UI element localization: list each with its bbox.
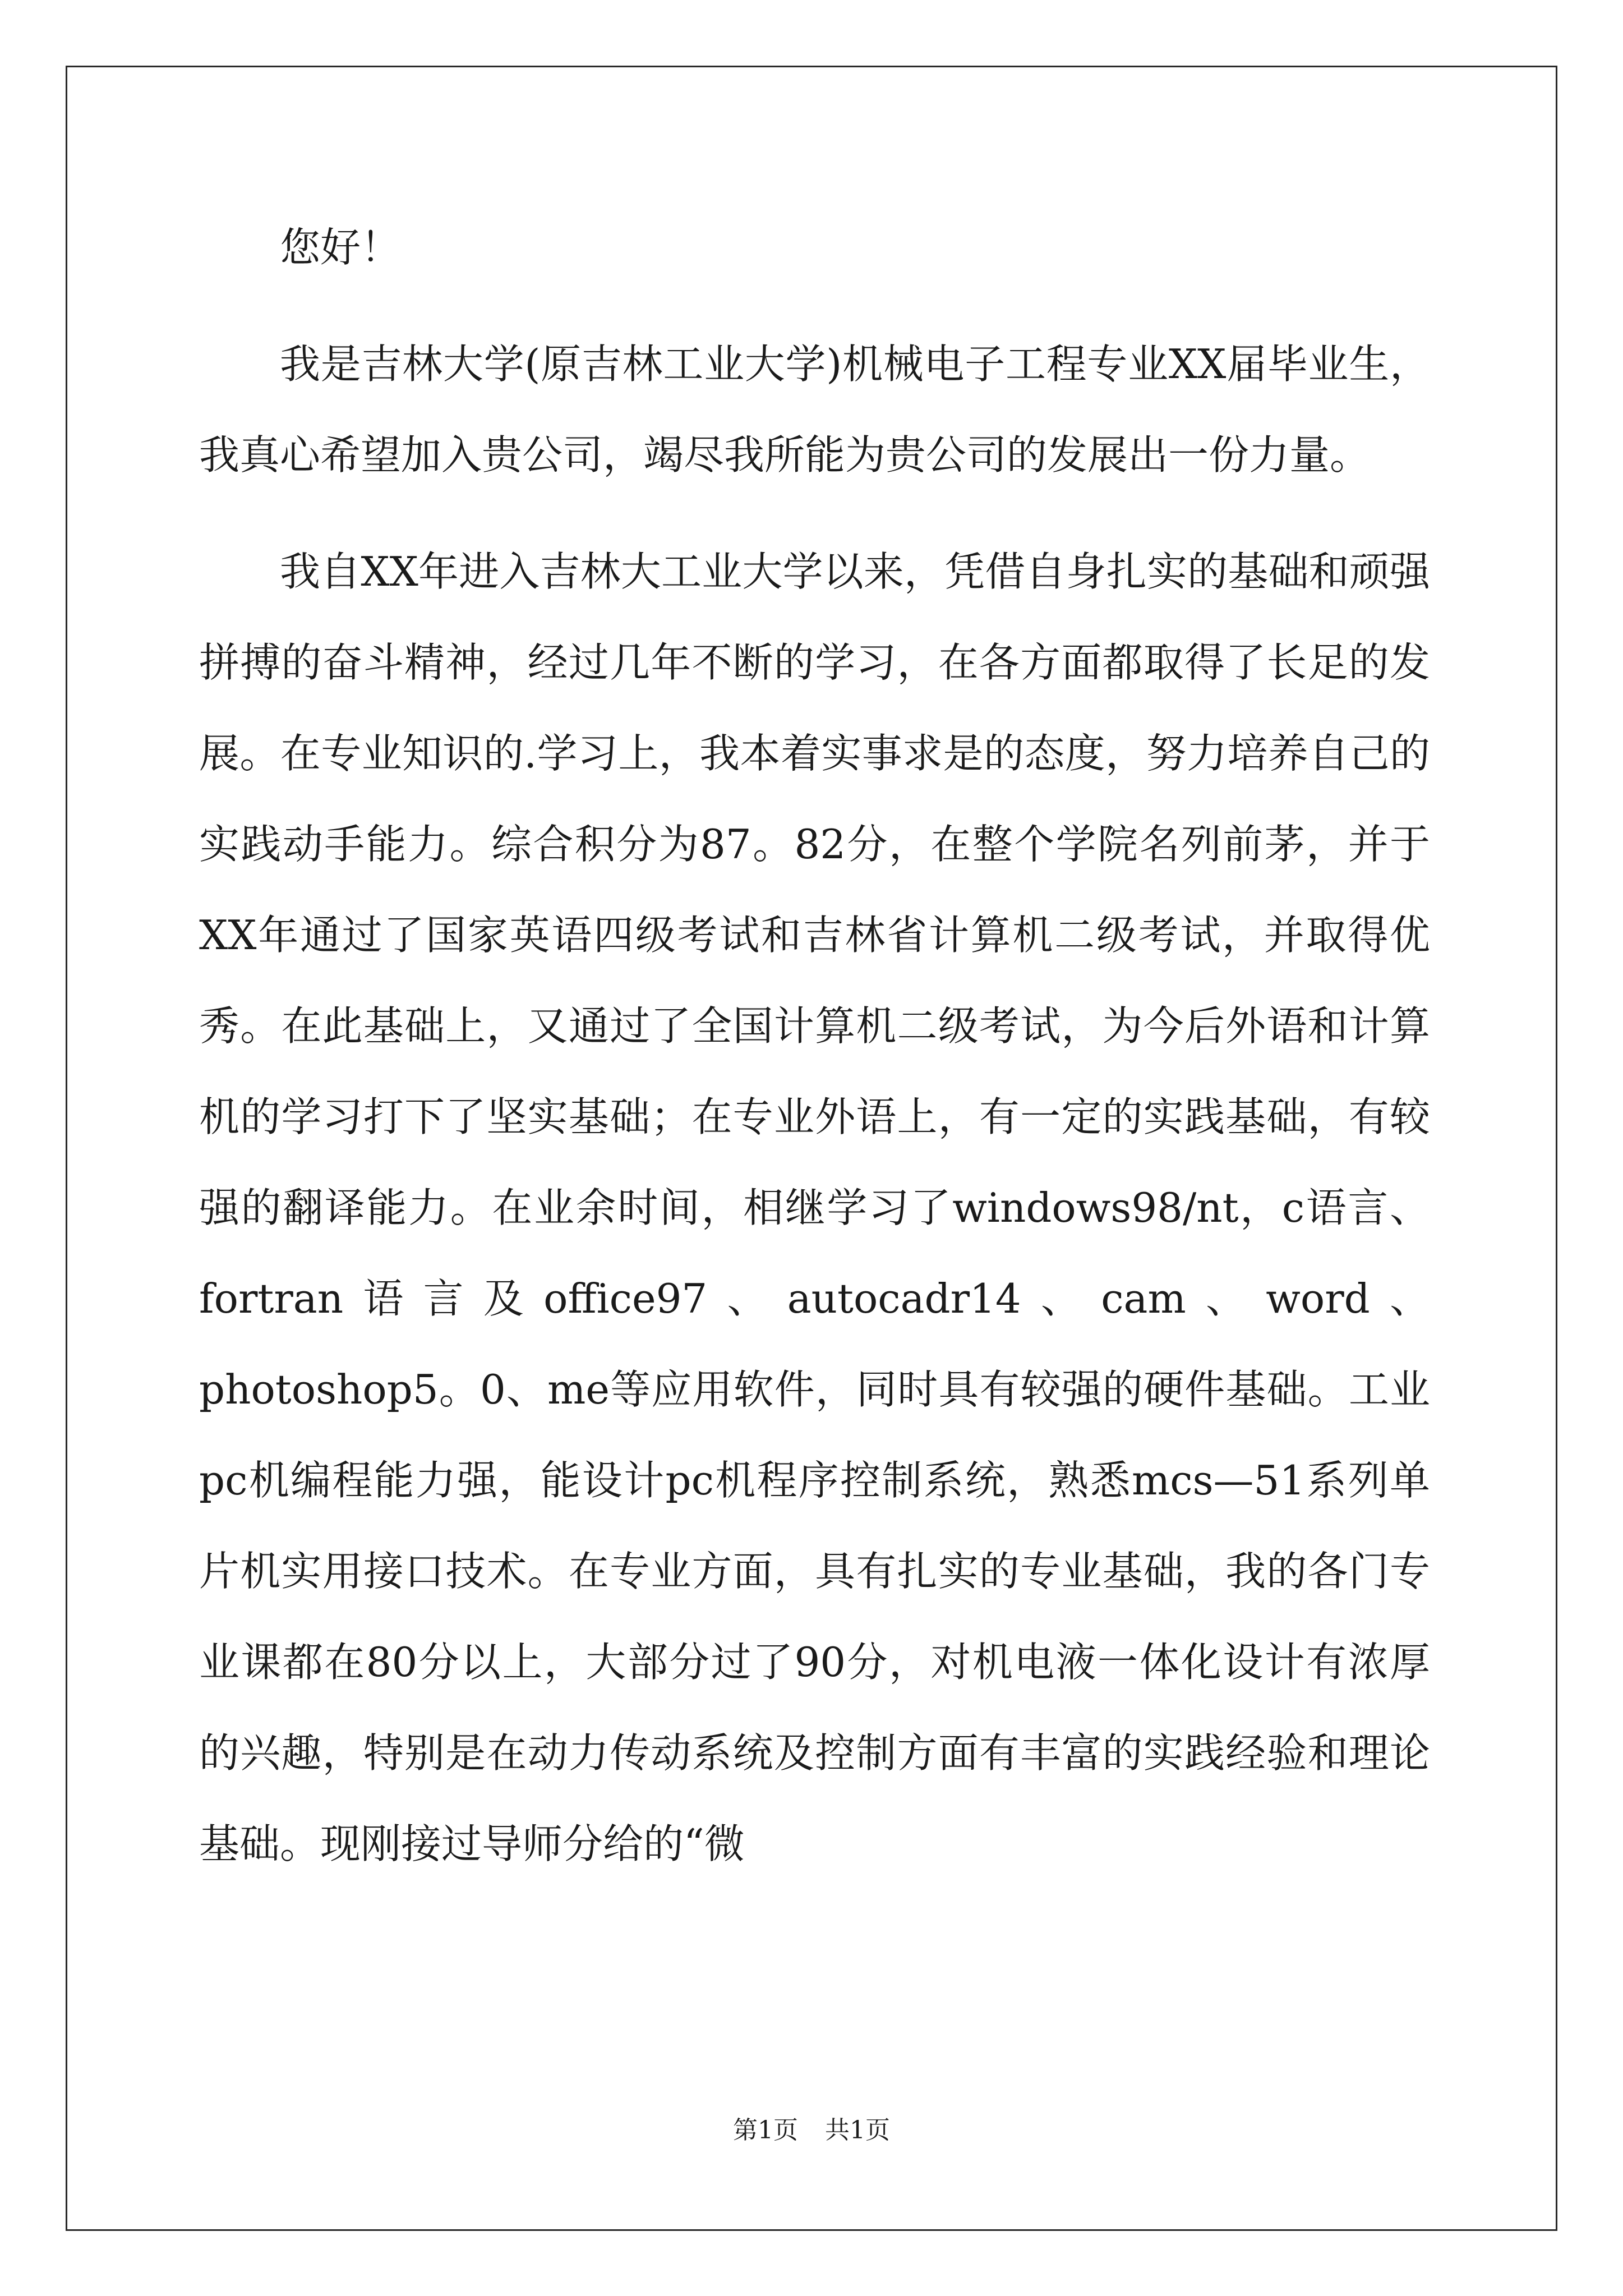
greeting: 您好！ (280, 224, 402, 271)
page-total: 共1页 (825, 2116, 890, 2145)
letter-body (199, 202, 1430, 1889)
paragraph-1: 我是吉林大学(原吉林工业大学)机械电子工程专业XX届毕业生，我真心希望加入贵公司，竭尽我所能为贵公司的发展出一份力量。 (199, 341, 1430, 478)
page-number: 第1页 (733, 2116, 798, 2145)
paragraph-2: 我自XX年进入吉林大工业大学以来，凭借自身扎实的基础和顽强拼搏的奋斗精神，经过几年不断的学习，在各方面都取得了长足的发展。在专业知识的.学习上，我本着实事求是的态度，努力培养自己的实践动手能力。综合积分为87。82分，在整个学院名列前茅，并于XX年通过了国家英语四级考试和吉林省计算机二级考试，并取得优秀。在此基础上，又通过了全国计算机二级考试，为今后外语和计算机的学习打下了坚实基础；在专业外语上，有一定的实践基础，有较强的翻译能力。在业余时间，相继学习了windows98/nt，c语言、fortran语言及office97、autocadr14、cam、word、photoshop5。0、me等应用软件，同时具有较强的硬件基础。工业pc机编程能力强，能设计pc机程序控制系统，熟悉mcs—51系列单片机实用接口技术。在专业方面，具有扎实的专业基础，我的各门专业课都在80分以上，大部分过了90分，对机电液一体化设计有浓厚的兴趣，特别是在动力传动系统及控制方面有丰富的实践经验和理论基础。现刚接过导师分给的“微 (199, 548, 1430, 1867)
page-footer (0, 2114, 1623, 2147)
